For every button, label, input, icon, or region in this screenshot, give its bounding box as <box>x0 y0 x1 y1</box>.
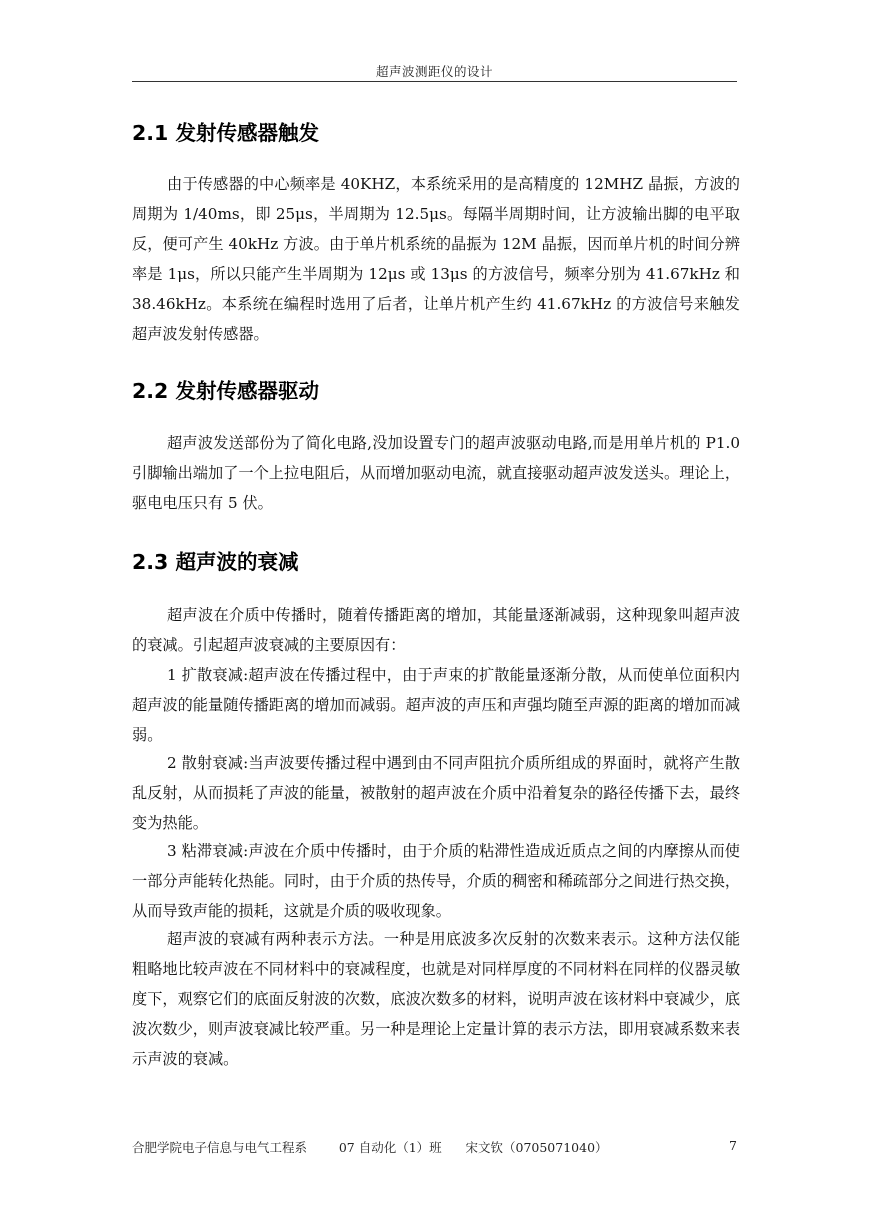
viscous-attenuation-paragraph: 3 粘滞衰减:声波在介质中传播时，由于介质的粘滞性造成近质点之间的内摩擦从而使一部分声能转化热能。同时，由于介质的热传导，介质的稠密和稀疏部分之间进行热交换，从而导致声能的损耗，这就是介质的吸收现象。 <box>132 842 740 920</box>
footer-department: 合肥学院电子信息与电气工程系 <box>132 1140 308 1155</box>
footer-info <box>132 1138 608 1156</box>
footer-class: 07 自动化（1）班 <box>338 1140 442 1155</box>
section-heading-2-2: 2.2 发射传感器驱动 <box>132 379 319 403</box>
diffusion-attenuation-paragraph: 1 扩散衰减:超声波在传播过程中，由于声束的扩散能量逐渐分散，从而使单位面积内超声波的能量随传播距离的增加而减弱。超声波的声压和声强均随至声源的距离的增加而减弱。 <box>132 666 740 744</box>
footer-student: 宋文钦（0705071040） <box>465 1140 608 1155</box>
scattering-attenuation-paragraph: 2 散射衰减:当声波要传播过程中遇到由不同声阻抗介质所组成的界面时，就将产生散乱反射，从而损耗了声波的能量，被散射的超声波在介质中沿着复杂的路径传播下去，最终变为热能。 <box>132 754 740 832</box>
section-heading-2-3: 2.3 超声波的衰减 <box>132 550 299 574</box>
running-header: 超声波测距仪的设计 <box>375 64 493 79</box>
header-rule <box>132 81 737 82</box>
attenuation-methods-paragraph: 超声波的衰减有两种表示方法。一种是用底波多次反射的次数来表示。这种方法仅能粗略地比较声波在不同材料中的衰减程度，也就是对同样厚度的不同材料在同样的仪器灵敏度下，观察它们的底面反射波的次数，底波次数多的材料，说明声波在该材料中衰减少，底波次数少，则声波衰减比较严重。另一种是理论上定量计算的表示方法，即用衰减系数来表示声波的衰减。 <box>132 930 740 1068</box>
section-2-1-paragraph: 由于传感器的中心频率是 40KHZ，本系统采用的是高精度的 12MHZ 晶振，方波的周期为 1/40ms，即 25μs，半周期为 12.5μs。每隔半周期时间，让方波输出脚的电平取反，便可产生 40kHz 方波。由于单片机系统的晶振为 12M 晶振，因而单片机的时间分辨率是 1μs，所以只能产生半周期为 12μs 或 13μs 的方波信号，频率分别为 41.67kHz 和 38.46kHz。本系统在编程时选用了后者，让单片机产生约 41.67kHz 的方波信号来触发超声波发射传感器。 <box>132 175 740 343</box>
section-2-3-intro-paragraph: 超声波在介质中传播时，随着传播距离的增加，其能量逐渐减弱，这种现象叫超声波的衰减。引起超声波衰减的主要原因有： <box>132 606 740 654</box>
section-heading-2-1: 2.1 发射传感器触发 <box>132 121 319 145</box>
section-2-2-paragraph: 超声波发送部份为了简化电路,没加设置专门的超声波驱动电路,而是用单片机的 P1.0 引脚输出端加了一个上拉电阻后，从而增加驱动电流，就直接驱动超声波发送头。理论上，驱电电压只有 5 伏。 <box>132 434 740 512</box>
page-number: 7 <box>729 1138 737 1153</box>
